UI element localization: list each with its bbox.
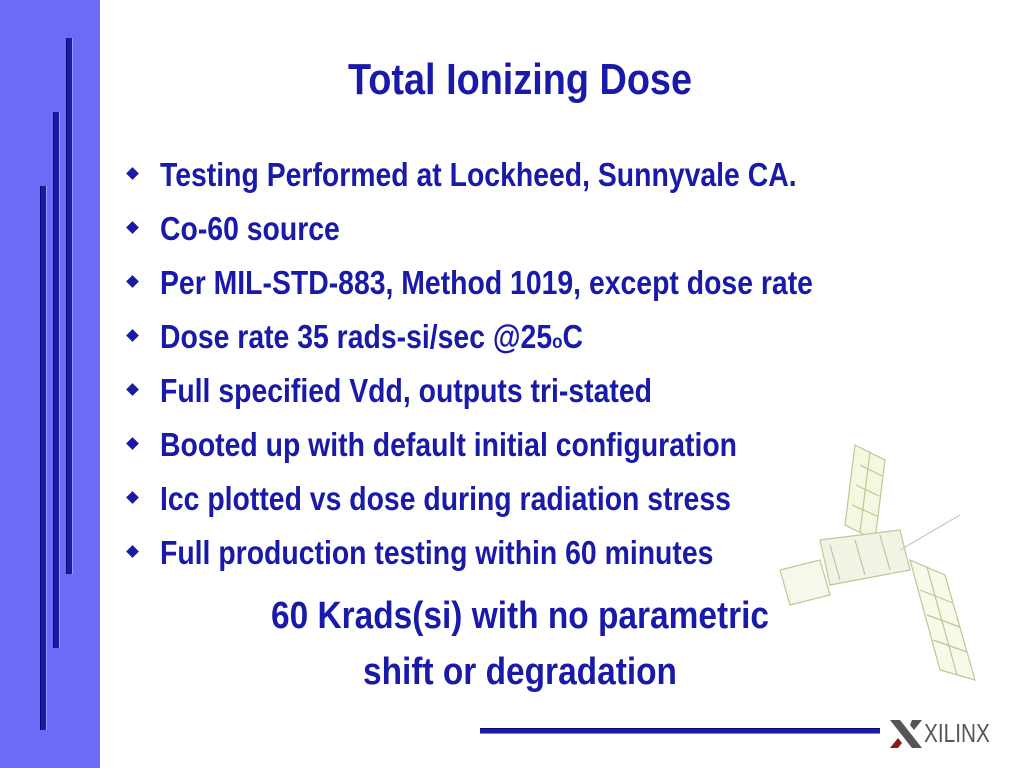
bullet-text [160, 310, 583, 364]
bullet-text-unit: C [562, 318, 584, 355]
decorative-vertical-bar [53, 112, 60, 648]
diamond-bullet-icon [126, 383, 139, 396]
xilinx-logo-icon [888, 714, 924, 754]
diamond-bullet-icon [126, 437, 139, 450]
bullet-text: Icc plotted vs dose during radiation stress [160, 480, 731, 517]
left-band [0, 0, 100, 768]
conclusion-text [180, 588, 860, 700]
diamond-bullet-icon [126, 221, 139, 234]
footer-rule [480, 728, 880, 734]
diamond-bullet-icon [126, 491, 139, 504]
degree-superscript: o [552, 331, 563, 353]
diamond-bullet-icon [126, 275, 139, 288]
bullet-text: Testing Performed at Lockheed, Sunnyvale CA. [160, 156, 797, 193]
slide-title: Total Ionizing Dose [347, 55, 693, 104]
bullet-text-main: Dose rate 35 rads-si/sec @25 [160, 318, 553, 355]
bullet-text: Full specified Vdd, outputs tri-stated [160, 372, 652, 409]
diamond-bullet-icon [126, 545, 139, 558]
bullet-text: Booted up with default initial configuration [160, 426, 738, 463]
decorative-vertical-bar [40, 186, 47, 730]
xilinx-logo [888, 714, 1008, 754]
conclusion-line-1: 60 Krads(si) with no parametric [270, 595, 770, 637]
diamond-bullet-icon [126, 329, 139, 342]
logo-text: XILINX [924, 718, 990, 748]
diamond-bullet-icon [126, 167, 139, 180]
bullet-text: Full production testing within 60 minutes [160, 534, 714, 571]
bullet-text: Per MIL-STD-883, Method 1019, except dose rate [160, 264, 813, 301]
bullet-text: Co-60 source [160, 210, 340, 247]
decorative-vertical-bar [66, 38, 73, 574]
conclusion-line-2: shift or degradation [363, 651, 677, 693]
